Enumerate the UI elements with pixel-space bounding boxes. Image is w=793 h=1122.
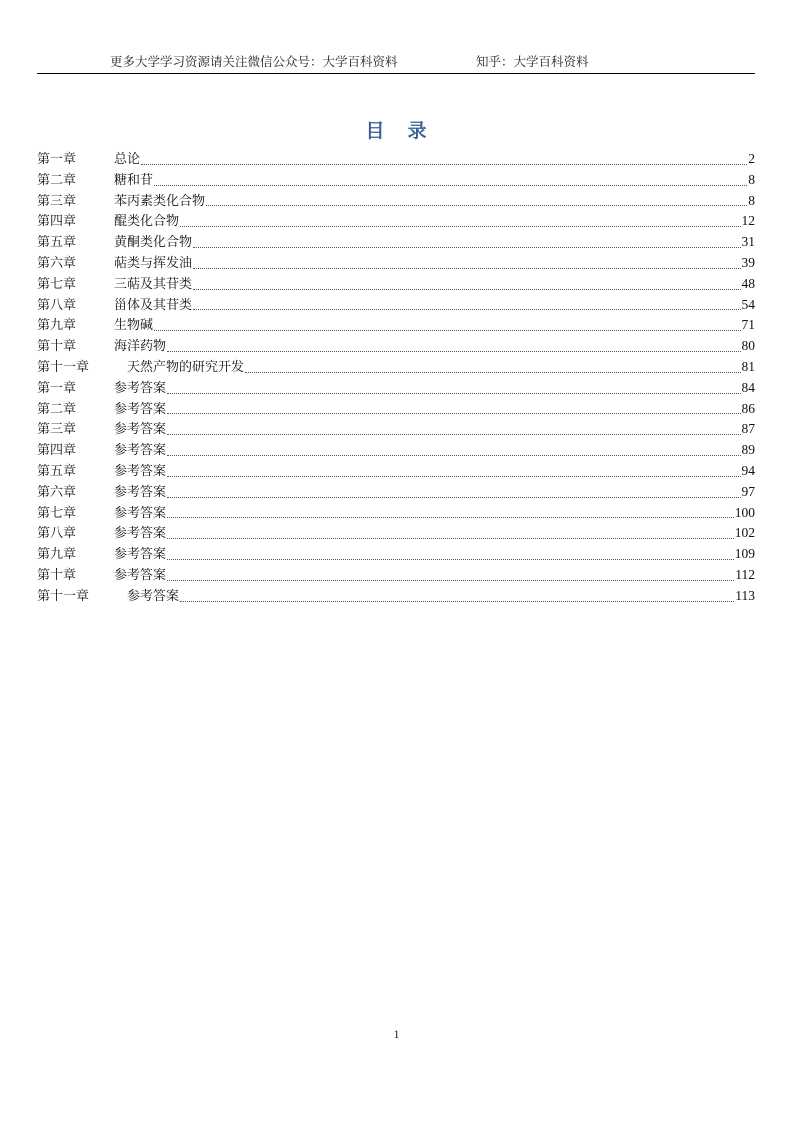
toc-entry[interactable] <box>37 440 755 461</box>
page-number: 1 <box>393 1027 400 1041</box>
toc-leader-dots <box>193 288 740 290</box>
toc-page-number: 80 <box>741 338 755 354</box>
toc-leader-dots <box>245 371 740 373</box>
toc-page-number: 113 <box>735 587 755 603</box>
toc-title <box>0 116 793 143</box>
toc-page-number: 112 <box>735 566 755 582</box>
toc-leader-dots <box>193 267 740 269</box>
toc-leader-dots <box>141 163 747 165</box>
toc-leader-dots <box>193 246 740 248</box>
toc-title: 三萜及其苷类 <box>114 276 193 292</box>
toc-leader-dots <box>167 433 740 435</box>
toc-page-number: 81 <box>741 358 755 374</box>
toc-leader-dots <box>180 600 734 602</box>
toc-entry[interactable] <box>37 544 755 565</box>
toc-entry[interactable] <box>37 523 755 544</box>
toc-chapter: 第三章 <box>37 422 77 438</box>
toc-page-number: 71 <box>741 317 755 333</box>
toc-page-number: 2 <box>748 151 755 166</box>
toc-title: 醌类化合物 <box>114 214 180 230</box>
toc-leader-dots <box>167 537 734 539</box>
toc-chapter: 第十章 <box>37 567 77 583</box>
toc-chapter: 第六章 <box>37 484 77 500</box>
toc-page-number: 12 <box>741 213 755 229</box>
toc-leader-dots <box>167 454 740 456</box>
toc-entry[interactable] <box>37 315 755 336</box>
toc-chapter: 第十一章 <box>37 359 90 375</box>
toc-page-number: 102 <box>734 525 755 541</box>
toc-entry[interactable] <box>37 191 755 212</box>
toc-page-number: 8 <box>748 192 755 208</box>
toc-entry[interactable] <box>37 170 755 191</box>
toc-leader-dots <box>167 516 734 518</box>
toc-chapter: 第一章 <box>37 152 77 167</box>
toc-title: 萜类与挥发油 <box>114 255 193 271</box>
toc-entry[interactable] <box>37 399 755 420</box>
toc-title: 参考答案 <box>114 567 167 583</box>
toc-title: 糖和苷 <box>114 172 154 188</box>
toc-leader-dots <box>167 579 734 581</box>
toc-title: 参考答案 <box>114 505 167 521</box>
toc-title: 参考答案 <box>114 401 167 417</box>
toc-entry[interactable] <box>37 503 755 524</box>
toc-leader-dots <box>167 350 740 352</box>
toc-chapter: 第八章 <box>37 526 77 542</box>
toc-page-number: 39 <box>741 254 755 270</box>
toc-entry[interactable] <box>37 378 755 399</box>
toc-chapter: 第二章 <box>37 172 77 188</box>
toc-title-char-2: 录 <box>407 120 428 142</box>
toc-leader-dots <box>167 475 740 477</box>
toc-entry[interactable] <box>37 586 755 607</box>
toc-chapter: 第五章 <box>37 235 77 251</box>
toc-page-number: 54 <box>741 296 755 312</box>
toc-entry[interactable] <box>37 336 755 357</box>
toc-entry[interactable] <box>37 211 755 232</box>
toc-title: 黄酮类化合物 <box>114 235 193 251</box>
toc-leader-dots <box>167 558 734 560</box>
toc-page-number: 97 <box>741 483 755 499</box>
toc-title: 天然产物的研究开发 <box>127 359 245 375</box>
toc-leader-dots <box>154 184 747 186</box>
toc-leader-dots <box>167 496 740 498</box>
toc-title: 参考答案 <box>114 422 167 438</box>
toc-chapter: 第十章 <box>37 339 77 355</box>
toc-chapter: 第九章 <box>37 547 77 563</box>
toc-chapter: 第八章 <box>37 297 77 313</box>
toc-page-number: 87 <box>741 421 755 437</box>
toc-title: 海洋药物 <box>114 339 167 355</box>
toc-leader-dots <box>193 308 740 310</box>
toc-page-number: 109 <box>734 546 755 562</box>
toc-page-number: 48 <box>741 275 755 291</box>
toc-entry[interactable] <box>37 149 755 170</box>
toc-chapter: 第二章 <box>37 401 77 417</box>
toc-page-number: 31 <box>741 234 755 250</box>
toc-leader-dots <box>154 329 740 331</box>
header-wechat-text: 更多大学学习资源请关注微信公众号：大学百科资料 <box>110 54 398 69</box>
toc-entry[interactable] <box>37 482 755 503</box>
toc-leader-dots <box>167 412 740 414</box>
toc-title: 总论 <box>114 152 141 167</box>
toc-chapter: 第七章 <box>37 276 77 292</box>
page-header <box>37 52 755 74</box>
toc-title: 参考答案 <box>114 380 167 396</box>
toc-title: 苯丙素类化合物 <box>114 193 206 209</box>
toc-page-number: 86 <box>741 400 755 416</box>
toc-page-number: 84 <box>741 379 755 395</box>
toc-entry[interactable] <box>37 274 755 295</box>
toc-chapter: 第六章 <box>37 255 77 271</box>
toc-chapter: 第十一章 <box>37 588 90 604</box>
toc-title: 参考答案 <box>114 443 167 459</box>
toc-chapter: 第四章 <box>37 214 77 230</box>
toc-leader-dots <box>206 204 747 206</box>
toc-page-number: 89 <box>741 442 755 458</box>
toc-page-number: 100 <box>734 504 755 520</box>
toc-chapter: 第九章 <box>37 318 77 334</box>
toc-leader-dots <box>180 225 740 227</box>
toc-title: 生物碱 <box>114 318 154 334</box>
toc-entry[interactable] <box>37 253 755 274</box>
toc-chapter: 第七章 <box>37 505 77 521</box>
toc-chapter: 第四章 <box>37 443 77 459</box>
toc-chapter: 第三章 <box>37 193 77 209</box>
toc-title: 参考答案 <box>127 588 180 604</box>
toc-title: 参考答案 <box>114 463 167 479</box>
toc-entry[interactable] <box>37 419 755 440</box>
toc-chapter: 第一章 <box>37 380 77 396</box>
toc-entry[interactable] <box>37 295 755 316</box>
toc-title: 参考答案 <box>114 484 167 500</box>
toc-entry[interactable] <box>37 232 755 253</box>
toc-entry[interactable] <box>37 565 755 586</box>
toc-entry[interactable] <box>37 357 755 378</box>
toc-title: 参考答案 <box>114 547 167 563</box>
table-of-contents <box>37 149 755 607</box>
toc-entry[interactable] <box>37 461 755 482</box>
toc-title: 参考答案 <box>114 526 167 542</box>
toc-chapter: 第五章 <box>37 463 77 479</box>
toc-title-char-1: 目 <box>365 120 386 142</box>
toc-title: 甾体及其苷类 <box>114 297 193 313</box>
toc-page-number: 94 <box>741 462 755 478</box>
header-zhihu-text: 知乎：大学百科资料 <box>476 54 589 69</box>
toc-leader-dots <box>167 392 740 394</box>
toc-page-number: 8 <box>748 171 755 187</box>
